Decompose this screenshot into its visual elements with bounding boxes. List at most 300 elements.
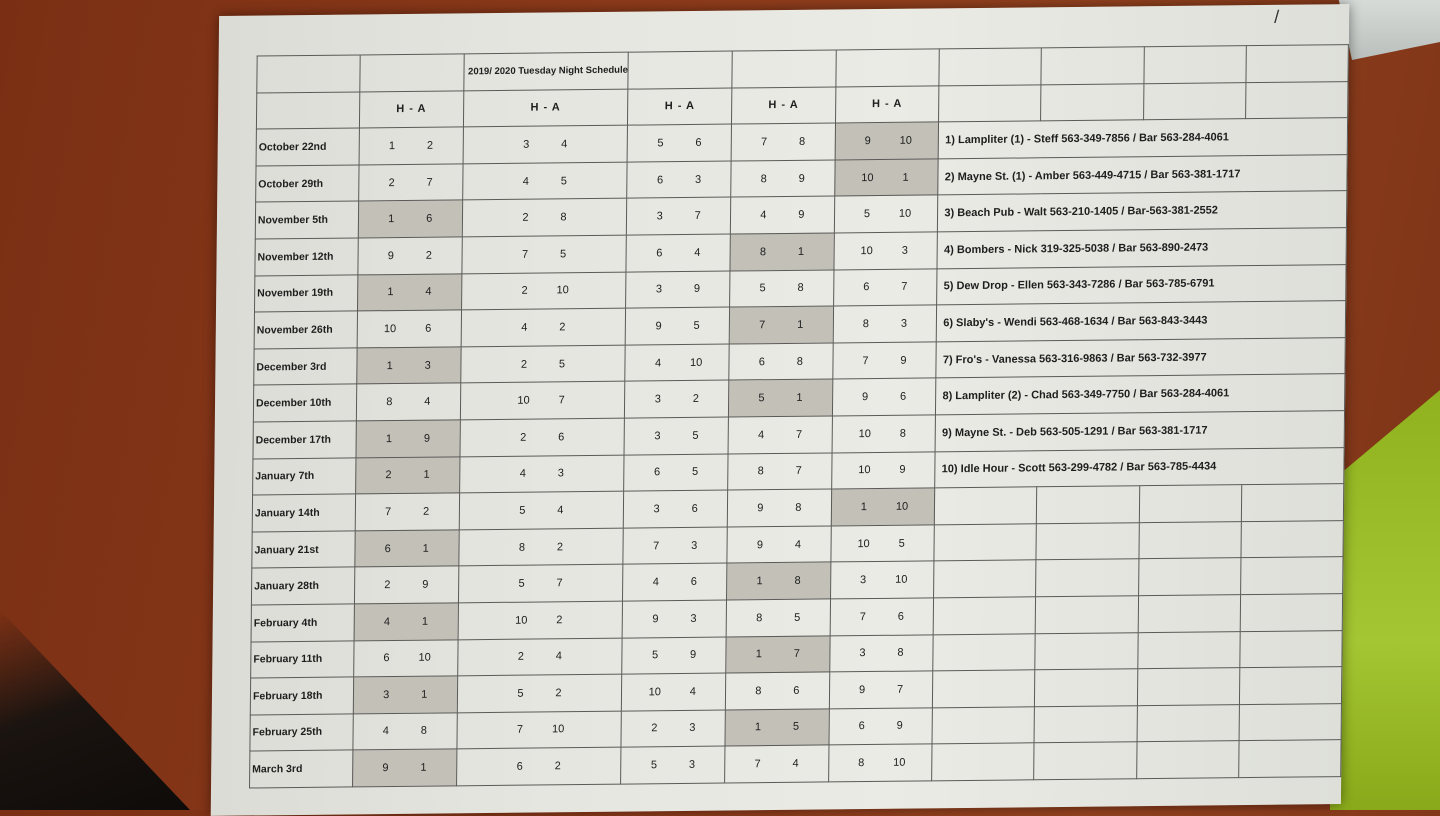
team-contact: 6) Slaby's - Wendi 563-468-1634 / Bar 563-843-3443	[937, 301, 1346, 342]
game-cell	[457, 638, 622, 676]
away-team-number: 10	[895, 500, 909, 513]
team-contact: 3) Beach Pub - Walt 563-210-1405 / Bar-563-381-2552	[938, 191, 1347, 232]
away-team-number: 2	[556, 613, 563, 627]
home-team-number: 8	[759, 245, 767, 259]
team-contact: 9) Mayne St. - Deb 563-505-1291 / Bar 563-381-1717	[935, 411, 1344, 452]
game-cell	[727, 562, 831, 600]
home-team-number: 9	[382, 762, 389, 775]
home-team-number: 4	[652, 576, 660, 589]
blank-cell	[1246, 45, 1349, 83]
game-cell	[456, 747, 621, 785]
week-date: February 4th	[251, 604, 354, 642]
game-cell	[461, 235, 626, 273]
away-team-number: 1	[902, 171, 909, 184]
blank-cell	[1041, 47, 1144, 85]
game-cell	[831, 451, 935, 489]
game-cell	[726, 599, 830, 637]
header-empty-cell	[256, 92, 359, 130]
away-team-number: 9	[798, 208, 805, 222]
away-team-number: 7	[556, 577, 563, 590]
away-team-number: 9	[798, 172, 805, 185]
game-cell	[730, 196, 834, 234]
blank-cell	[1041, 83, 1144, 121]
game-cell	[729, 306, 833, 344]
game-cell	[621, 710, 725, 748]
home-team-number: 6	[516, 760, 523, 773]
game-cell	[355, 530, 459, 568]
game-cell	[623, 563, 727, 601]
blank-cell	[934, 560, 1037, 598]
game-cell	[626, 307, 730, 345]
blank-cell	[1035, 669, 1138, 707]
game-cell	[458, 601, 623, 639]
away-team-number: 4	[694, 246, 701, 259]
away-team-number: 3	[691, 539, 698, 552]
away-team-number: 5	[693, 319, 700, 332]
home-team-number: 9	[858, 683, 866, 697]
home-team-number: 2	[388, 176, 395, 189]
game-cell	[834, 232, 938, 270]
away-team-number: 4	[792, 757, 799, 770]
team-contact: 1) Lampliter (1) - Steff 563-349-7856 / Bar 563-284-4061	[938, 118, 1347, 159]
home-team-number: 9	[756, 538, 764, 551]
game-cell	[627, 197, 731, 235]
home-team-number: 5	[863, 208, 871, 221]
home-team-number: 6	[656, 247, 663, 260]
game-cell	[731, 123, 835, 161]
game-cell	[728, 416, 832, 454]
game-cell	[461, 308, 626, 346]
schedule-title: 2019/ 2020 Tuesday Night Schedule	[463, 52, 628, 90]
away-team-number: 2	[559, 321, 566, 334]
away-team-number: 8	[796, 355, 803, 368]
home-team-number: 4	[522, 175, 529, 188]
home-team-number: 10	[861, 171, 874, 184]
game-cell	[728, 379, 832, 417]
away-team-number: 5	[691, 466, 699, 479]
pen-mark: /	[1274, 6, 1280, 27]
green-object	[1330, 390, 1440, 810]
game-cell	[729, 343, 833, 381]
game-cell	[353, 676, 457, 714]
away-team-number: 3	[424, 359, 431, 372]
blank-cell	[1240, 557, 1343, 595]
away-team-number: 3	[688, 758, 696, 771]
week-date: November 5th	[255, 201, 358, 239]
game-cell	[458, 564, 623, 602]
week-date: November 19th	[254, 275, 357, 313]
blank-cell	[933, 670, 1036, 708]
game-cell	[833, 268, 937, 306]
game-cell	[726, 635, 830, 673]
home-team-number: 2	[385, 469, 392, 482]
game-cell	[356, 383, 460, 421]
game-cell	[461, 272, 626, 310]
home-team-number: 1	[386, 359, 393, 372]
blank-cell	[1136, 741, 1239, 779]
away-team-number: 8	[795, 501, 802, 514]
home-team-number: 8	[756, 611, 763, 624]
away-team-number: 4	[557, 504, 564, 517]
game-cell	[460, 345, 625, 383]
game-cell	[357, 347, 461, 385]
game-cell	[354, 639, 458, 677]
home-team-number: 7	[761, 136, 768, 149]
game-cell	[831, 525, 935, 563]
blank-cell	[1138, 595, 1241, 633]
blank-cell	[1238, 740, 1341, 778]
away-team-number: 1	[423, 468, 430, 482]
away-team-number: 7	[795, 428, 803, 441]
game-cell	[460, 418, 625, 456]
home-team-number: 3	[383, 688, 390, 701]
game-cell	[731, 160, 835, 198]
home-team-number: 2	[522, 211, 529, 224]
away-team-number: 5	[559, 248, 567, 261]
week-date: December 3rd	[254, 348, 357, 386]
blank-cell	[1239, 667, 1342, 705]
game-cell	[621, 746, 725, 784]
game-cell	[730, 233, 834, 271]
game-cell	[463, 125, 628, 163]
away-team-number: 10	[893, 756, 906, 769]
blank-cell	[1240, 593, 1343, 631]
away-team-number: 5	[558, 357, 566, 370]
home-team-number: 6	[653, 466, 661, 479]
week-date: December 17th	[253, 421, 356, 459]
header-empty-cell	[836, 49, 940, 87]
home-team-number: 10	[858, 427, 871, 440]
game-cell	[829, 708, 933, 746]
away-team-number: 10	[418, 651, 431, 665]
game-cell	[623, 527, 727, 565]
home-team-number: 3	[653, 503, 660, 516]
away-team-number: 7	[793, 648, 800, 661]
home-team-number: 9	[387, 249, 394, 262]
home-team-number: 3	[859, 647, 866, 660]
away-team-number: 10	[899, 134, 913, 147]
home-team-number: 7	[385, 505, 392, 519]
team-contact: 7) Fro's - Vanessa 563-316-9863 / Bar 563-732-3977	[936, 337, 1345, 378]
blank-cell	[939, 48, 1042, 86]
away-team-number: 4	[424, 395, 431, 408]
home-team-number: 2	[520, 431, 527, 444]
away-team-number: 10	[556, 284, 569, 297]
home-team-number: 10	[857, 537, 870, 550]
game-cell	[624, 454, 728, 492]
away-team-number: 7	[901, 281, 908, 294]
week-date: October 22nd	[256, 128, 359, 166]
game-cell	[358, 237, 462, 275]
away-team-number: 9	[693, 283, 701, 296]
game-cell	[829, 671, 933, 709]
home-team-number: 5	[518, 577, 525, 590]
home-team-number: 8	[862, 318, 870, 331]
away-team-number: 2	[426, 139, 434, 152]
home-team-number: 4	[382, 725, 389, 738]
home-team-number: 4	[519, 467, 526, 481]
ha-header: H - A	[463, 89, 628, 127]
blank-cell	[935, 487, 1038, 525]
blank-cell	[1037, 486, 1140, 524]
home-team-number: 8	[757, 465, 764, 478]
away-team-number: 3	[689, 722, 696, 735]
ha-header: H - A	[732, 87, 836, 125]
home-team-number: 10	[860, 244, 873, 257]
game-cell	[830, 598, 934, 636]
game-cell	[622, 600, 726, 638]
away-team-number: 9	[423, 432, 431, 445]
week-date: March 3rd	[250, 750, 353, 788]
home-team-number: 5	[517, 687, 524, 700]
blank-cell	[1137, 631, 1240, 669]
home-team-number: 7	[859, 610, 866, 623]
game-cell	[725, 709, 829, 747]
week-date: January 7th	[253, 457, 356, 495]
game-cell	[831, 488, 935, 526]
home-team-number: 1	[755, 648, 762, 661]
away-team-number: 4	[794, 538, 802, 551]
blank-cell	[1138, 558, 1241, 596]
game-cell	[359, 127, 463, 165]
game-cell	[357, 273, 461, 311]
game-cell	[725, 745, 829, 783]
blank-cell	[939, 84, 1042, 122]
away-team-number: 6	[558, 430, 565, 444]
away-team-number: 8	[797, 282, 804, 295]
week-date: November 26th	[254, 311, 357, 349]
game-cell	[830, 561, 934, 599]
home-team-number: 1	[387, 286, 394, 299]
blank-cell	[1036, 559, 1139, 597]
home-team-number: 8	[386, 396, 393, 409]
home-team-number: 7	[521, 248, 529, 261]
home-team-number: 7	[759, 319, 766, 332]
game-cell	[459, 491, 624, 529]
away-team-number: 6	[695, 136, 702, 149]
away-team-number: 1	[422, 542, 429, 555]
away-team-number: 10	[895, 573, 908, 586]
game-cell	[832, 415, 936, 453]
away-team-number: 2	[554, 760, 561, 773]
away-team-number: 5	[560, 174, 567, 187]
home-team-number: 3	[654, 393, 661, 406]
home-team-number: 4	[521, 321, 528, 334]
home-team-number: 8	[760, 172, 767, 185]
away-team-number: 2	[425, 249, 432, 262]
home-team-number: 9	[864, 135, 871, 148]
game-cell	[354, 603, 458, 641]
away-team-number: 6	[425, 322, 432, 335]
game-cell	[456, 711, 621, 749]
home-team-number: 7	[862, 354, 869, 367]
game-cell	[355, 493, 459, 531]
home-team-number: 5	[650, 759, 658, 772]
away-team-number: 7	[694, 210, 701, 223]
away-team-number: 7	[896, 683, 904, 696]
game-cell	[356, 420, 460, 458]
away-team-number: 5	[792, 721, 800, 734]
week-date: October 29th	[256, 165, 359, 203]
away-team-number: 4	[689, 685, 696, 698]
blank-cell	[1139, 521, 1242, 559]
home-team-number: 9	[862, 391, 869, 404]
away-team-number: 10	[690, 356, 703, 369]
week-date: February 25th	[250, 714, 353, 752]
away-team-number: 7	[426, 176, 433, 189]
away-team-number: 8	[560, 211, 567, 224]
home-team-number: 4	[757, 428, 765, 441]
home-team-number: 2	[521, 285, 528, 298]
game-cell	[832, 342, 936, 380]
game-cell	[626, 234, 730, 272]
game-cell	[829, 634, 933, 672]
schedule-table	[249, 44, 1349, 788]
week-date: January 21st	[252, 531, 355, 569]
home-team-number: 2	[384, 579, 391, 592]
away-team-number: 9	[422, 578, 429, 591]
blank-cell	[1144, 46, 1247, 84]
home-team-number: 6	[863, 281, 870, 294]
team-contact: 2) Mayne St. (1) - Amber 563-449-4715 / Bar 563-381-1717	[938, 154, 1347, 195]
home-team-number: 7	[653, 539, 660, 552]
away-team-number: 6	[897, 610, 904, 623]
game-cell	[626, 271, 730, 309]
header-empty-cell	[360, 54, 464, 92]
game-cell	[625, 380, 729, 418]
game-cell	[834, 159, 938, 197]
game-cell	[832, 378, 936, 416]
game-cell	[462, 162, 627, 200]
blank-cell	[934, 524, 1037, 562]
away-team-number: 4	[561, 138, 568, 151]
home-team-number: 9	[652, 612, 659, 626]
home-team-number: 7	[516, 724, 524, 737]
home-team-number: 5	[651, 649, 659, 662]
blank-cell	[1036, 596, 1139, 634]
game-cell	[725, 672, 829, 710]
away-team-number: 6	[793, 684, 800, 697]
away-team-number: 6	[690, 575, 698, 589]
blank-cell	[1139, 485, 1242, 523]
away-team-number: 1	[421, 615, 429, 628]
home-team-number: 7	[754, 758, 761, 771]
game-cell	[459, 455, 624, 493]
away-team-number: 7	[558, 394, 565, 407]
blank-cell	[1034, 742, 1137, 780]
game-cell	[358, 200, 462, 238]
header-empty-cell	[628, 51, 732, 89]
home-team-number: 10	[517, 394, 530, 407]
home-team-number: 5	[759, 282, 766, 295]
away-team-number: 2	[423, 505, 430, 518]
away-team-number: 3	[900, 317, 908, 330]
home-team-number: 6	[656, 173, 664, 186]
week-date: December 10th	[253, 384, 356, 422]
away-team-number: 8	[799, 135, 806, 148]
away-team-number: 5	[794, 611, 801, 624]
game-cell	[622, 673, 726, 711]
home-team-number: 9	[655, 320, 662, 333]
week-date: February 11th	[251, 640, 354, 678]
away-team-number: 10	[551, 723, 565, 736]
away-team-number: 9	[896, 720, 903, 733]
game-cell	[828, 744, 932, 782]
home-team-number: 6	[858, 720, 865, 733]
away-team-number: 1	[797, 245, 805, 258]
home-team-number: 9	[757, 502, 764, 515]
away-team-number: 4	[425, 286, 432, 299]
away-team-number: 2	[555, 687, 562, 700]
home-team-number: 8	[858, 757, 865, 770]
team-contact: 5) Dew Drop - Ellen 563-343-7286 / Bar 563-785-6791	[937, 264, 1346, 305]
away-team-number: 5	[692, 429, 699, 442]
away-team-number: 6	[900, 390, 907, 403]
home-team-number: 4	[760, 209, 767, 222]
blank-cell	[1240, 630, 1343, 668]
blank-cell	[1137, 668, 1240, 706]
home-team-number: 3	[655, 283, 663, 296]
away-team-number: 6	[426, 212, 433, 225]
game-cell	[624, 417, 728, 455]
away-team-number: 2	[556, 540, 564, 553]
game-cell	[833, 305, 937, 343]
away-team-number: 9	[690, 649, 697, 662]
game-cell	[357, 310, 461, 348]
blank-cell	[1241, 484, 1344, 522]
home-team-number: 3	[523, 138, 530, 151]
blank-cell	[933, 633, 1036, 671]
home-team-number: 8	[518, 541, 526, 554]
home-team-number: 2	[520, 358, 528, 371]
away-team-number: 8	[899, 427, 907, 440]
away-team-number: 9	[899, 464, 906, 477]
home-team-number: 1	[388, 140, 396, 153]
game-cell	[627, 161, 731, 199]
blank-cell	[932, 743, 1035, 781]
home-team-number: 10	[858, 464, 871, 477]
away-team-number: 9	[900, 354, 907, 367]
home-team-number: 6	[758, 355, 765, 368]
game-cell	[462, 199, 627, 237]
away-team-number: 1	[420, 761, 427, 774]
home-team-number: 10	[383, 322, 397, 336]
game-cell	[354, 566, 458, 604]
home-team-number: 1	[385, 432, 393, 445]
game-cell	[352, 749, 456, 787]
game-cell	[624, 490, 728, 528]
away-team-number: 7	[795, 465, 802, 478]
home-team-number: 3	[656, 210, 663, 223]
blank-cell	[932, 706, 1035, 744]
game-cell	[835, 122, 939, 160]
home-team-number: 6	[384, 542, 391, 555]
home-team-number: 5	[657, 137, 664, 150]
week-date: January 14th	[252, 494, 355, 532]
ha-header: H - A	[359, 90, 463, 128]
ha-header: H - A	[835, 85, 939, 123]
home-team-number: 5	[758, 392, 765, 405]
game-cell	[356, 456, 460, 494]
away-team-number: 3	[901, 244, 908, 257]
blank-cell	[1137, 704, 1240, 742]
home-team-number: 5	[519, 504, 526, 517]
away-team-number: 3	[557, 467, 564, 480]
week-date: January 28th	[251, 567, 354, 605]
table-dark-corner	[0, 610, 190, 810]
away-team-number: 8	[794, 574, 801, 587]
away-team-number: 8	[897, 646, 904, 660]
